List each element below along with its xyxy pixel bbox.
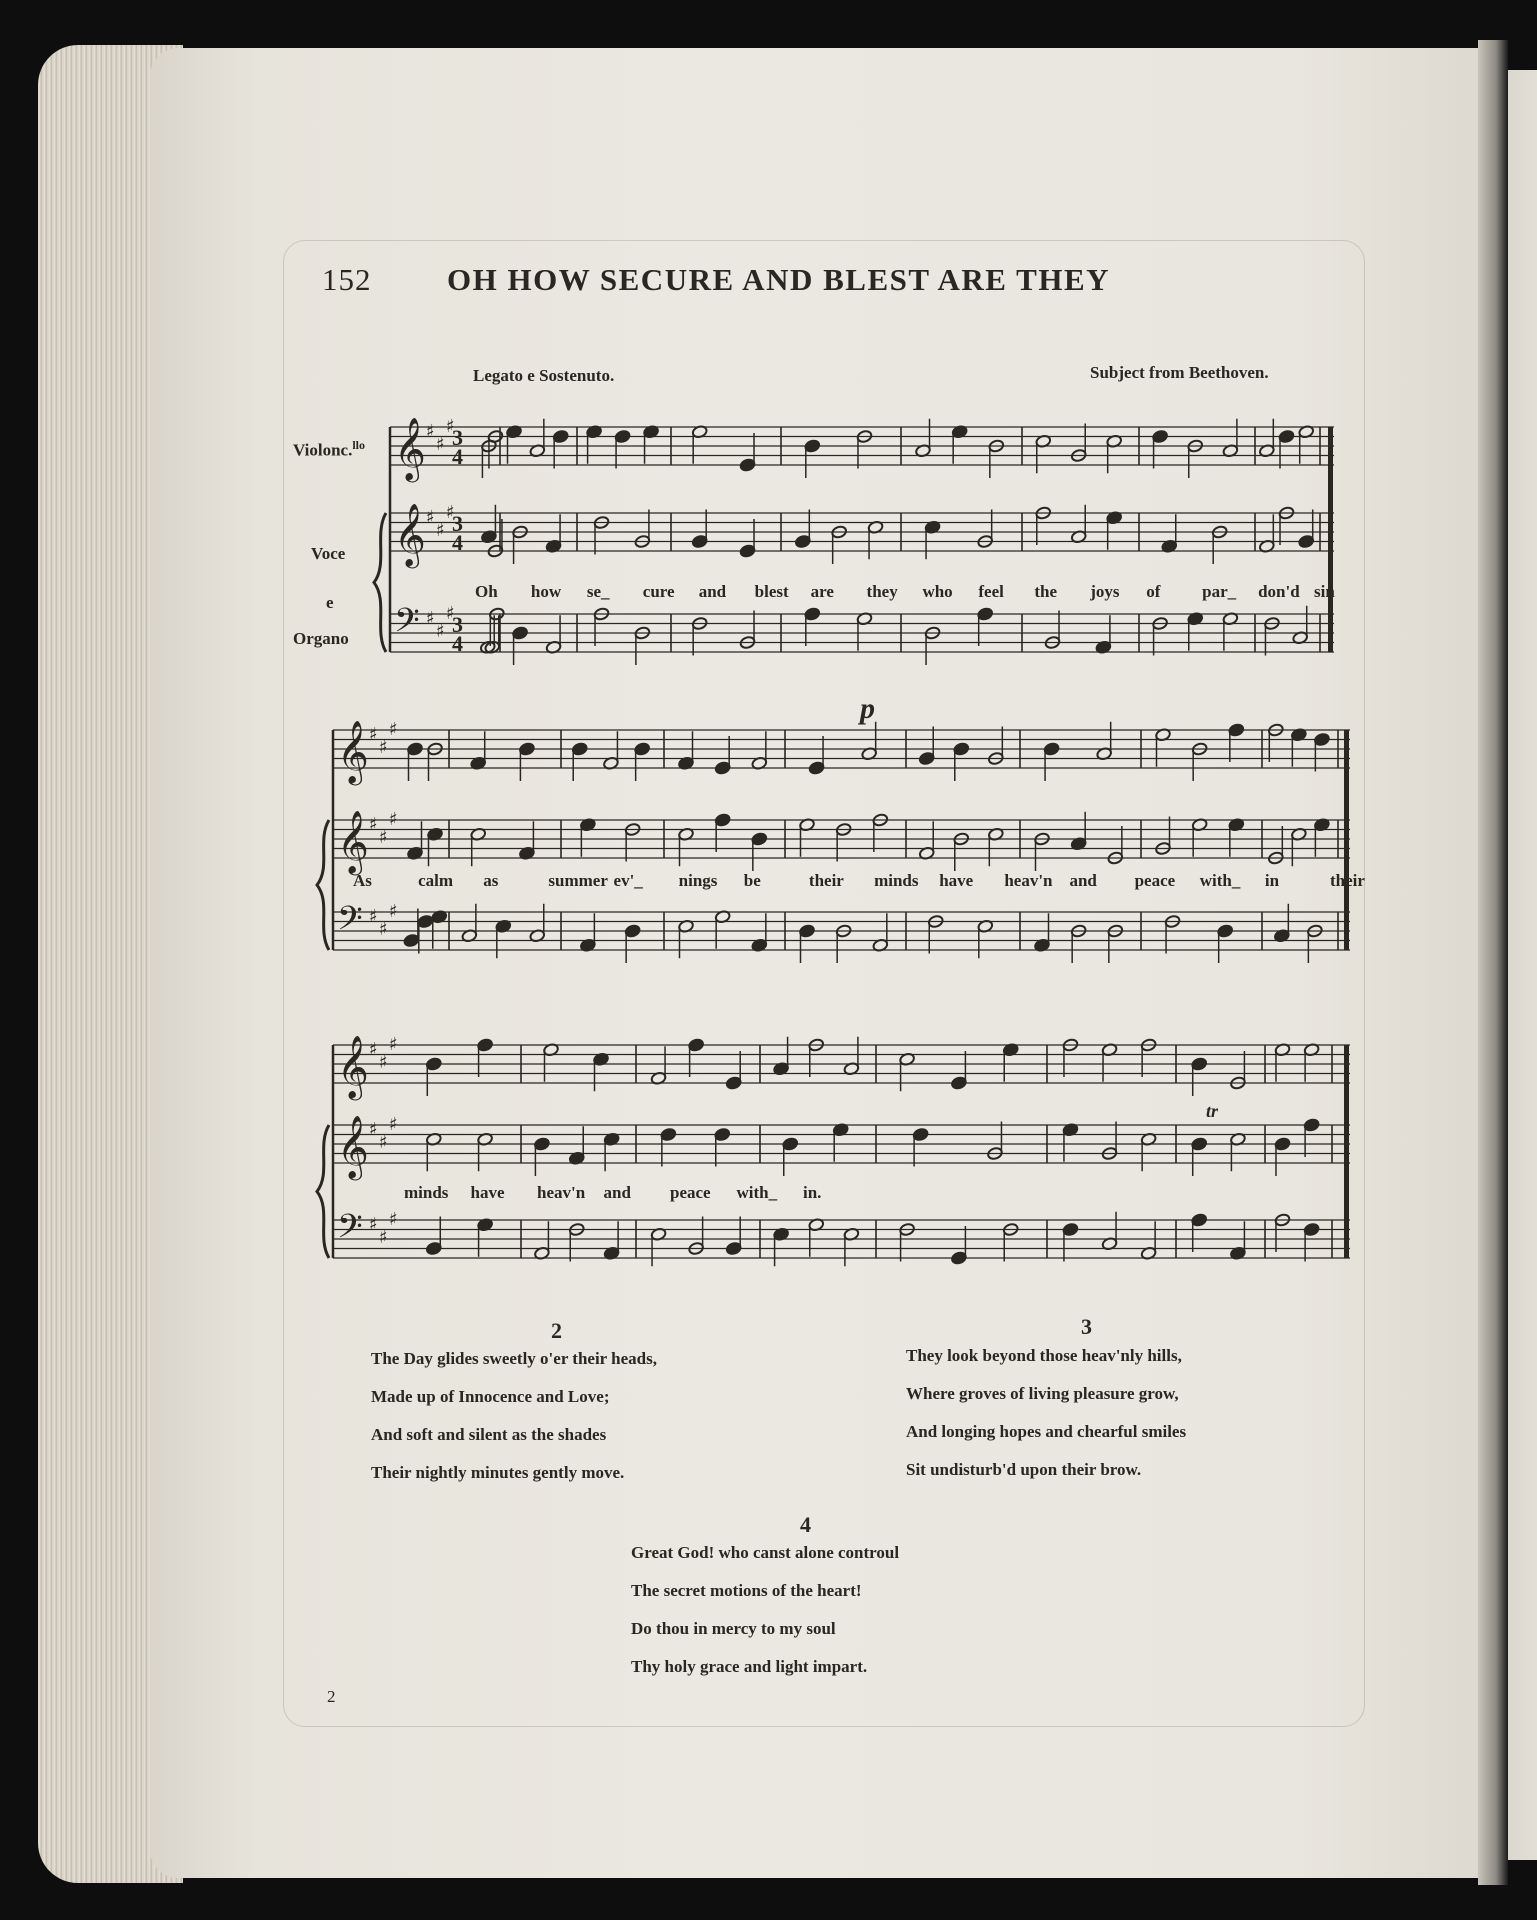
song-title: OH HOW SECURE AND BLEST ARE THEY — [447, 262, 1111, 297]
treble-clef-icon: 𝄞 — [394, 503, 426, 566]
lyric-syllable: par_ — [1202, 582, 1237, 601]
composer-attribution: Subject from Beethoven. — [1090, 363, 1269, 382]
trill-mark: tr — [1206, 1101, 1219, 1121]
final-barline — [1344, 730, 1349, 950]
lyric-syllable: feel — [978, 582, 1004, 601]
time-signature-top: 3 — [452, 511, 463, 536]
lyric-syllable: and — [603, 1183, 631, 1202]
sharp-icon: ♯ — [389, 809, 398, 830]
verse-number-4: 4 — [800, 1512, 811, 1537]
lyric-syllable: don'd — [1258, 582, 1300, 601]
lyric-syllable: are — [810, 582, 834, 601]
treble-clef-icon: 𝄞 — [394, 417, 426, 480]
verse-number-2: 2 — [551, 1318, 562, 1343]
sharp-icon: ♯ — [379, 1227, 388, 1248]
lyric-syllable: summer — [548, 871, 608, 890]
lyric-syllable: heav'n — [1004, 871, 1053, 890]
lyric-syllable: joys — [1090, 582, 1120, 601]
treble-clef-icon: 𝄞 — [337, 1035, 369, 1098]
verse-line: And longing hopes and chearful smiles — [906, 1422, 1187, 1441]
lyric-syllable: minds — [874, 871, 919, 890]
sharp-icon: ♯ — [389, 1209, 398, 1230]
treble-clef-icon: 𝄞 — [337, 810, 369, 873]
lyric-syllable: and — [1069, 871, 1097, 890]
verse-line: The secret motions of the heart! — [631, 1581, 862, 1600]
lyric-syllable: the — [1034, 582, 1058, 601]
sharp-icon: ♯ — [379, 1052, 388, 1073]
lyric-syllable: how — [530, 582, 562, 601]
treble-clef-icon: 𝄞 — [337, 720, 369, 783]
lyric-syllable: have — [470, 1183, 505, 1202]
signature-mark: 2 — [327, 1687, 336, 1706]
sharp-icon: ♯ — [389, 1034, 398, 1055]
lyric-syllable: their — [808, 871, 844, 890]
verse-2 — [371, 1340, 657, 1492]
time-signature-top: 3 — [452, 425, 463, 450]
sharp-icon: ♯ — [379, 737, 388, 758]
sharp-icon: ♯ — [436, 434, 445, 455]
instrument-label-conj: e — [326, 593, 334, 612]
verse-line: Where groves of living pleasure grow, — [906, 1384, 1179, 1403]
verse-line: Great God! who canst alone controul — [631, 1543, 900, 1562]
sharp-icon: ♯ — [369, 1119, 378, 1140]
brace-icon — [317, 820, 329, 950]
instrument-label-organ: Organo — [293, 629, 349, 648]
lyric-syllable: As — [353, 871, 372, 890]
page-number: 152 — [322, 262, 372, 297]
time-signature-bottom: 4 — [452, 444, 463, 469]
tempo-marking: Legato e Sostenuto. — [473, 366, 615, 385]
verse-line: And soft and silent as the shades — [371, 1425, 607, 1444]
lyric-syllable: who — [922, 582, 953, 601]
verse-line: Thy holy grace and light impart. — [631, 1657, 868, 1676]
lyric-syllable: peace — [1134, 871, 1176, 890]
lyric-syllable: ev'_ — [613, 871, 643, 890]
lyric-syllable: minds — [404, 1183, 449, 1202]
dynamic-piano: p — [860, 692, 875, 725]
lyric-syllable: Oh — [475, 582, 498, 601]
lyric-syllable: sin — [1314, 582, 1335, 601]
lyric-syllable: in — [1264, 871, 1280, 890]
sharp-icon: ♯ — [369, 1214, 378, 1235]
sharp-icon: ♯ — [379, 827, 388, 848]
brace-icon — [317, 1125, 329, 1258]
sharp-icon: ♯ — [446, 502, 455, 523]
verse-line: The Day glides sweetly o'er their heads, — [371, 1349, 657, 1368]
sharp-icon: ♯ — [446, 416, 455, 437]
lyric-syllable: with_ — [1199, 871, 1241, 890]
lyric-syllable: calm — [418, 871, 454, 890]
sharp-icon: ♯ — [446, 603, 455, 624]
lyric-syllable: as — [483, 871, 499, 890]
sharp-icon: ♯ — [369, 906, 378, 927]
lyric-syllable: of — [1146, 582, 1161, 601]
lyric-syllable: in. — [803, 1183, 822, 1202]
instrument-label-cello: Violonc.$^{llo}$ — [293, 438, 366, 460]
lyric-syllable: have — [939, 871, 974, 890]
lyric-syllable: blest — [754, 582, 789, 601]
lyric-syllable: peace — [670, 1183, 711, 1202]
verse-line: They look beyond those heav'nly hills, — [906, 1346, 1182, 1365]
lyric-syllable: be — [743, 871, 761, 890]
sharp-icon: ♯ — [389, 1114, 398, 1135]
bass-clef-icon: 𝄢 — [394, 602, 420, 648]
verse-line: Sit undisturb'd upon their brow. — [906, 1460, 1142, 1479]
verse-4 — [631, 1534, 899, 1686]
verse-line: Their nightly minutes gently move. — [371, 1463, 625, 1482]
time-signature-top: 3 — [452, 612, 463, 637]
verse-3 — [906, 1337, 1186, 1489]
sharp-icon: ♯ — [369, 724, 378, 745]
lyric-syllable: cure — [642, 582, 675, 601]
sharp-icon: ♯ — [436, 520, 445, 541]
instrument-label-voice: Voce — [311, 544, 346, 563]
sharp-icon: ♯ — [369, 1039, 378, 1060]
final-barline — [1328, 427, 1333, 652]
lyric-syllable: heav'n — [537, 1183, 586, 1202]
bass-clef-icon: 𝄢 — [337, 1208, 363, 1254]
sharp-icon: ♯ — [389, 901, 398, 922]
sharp-icon: ♯ — [426, 421, 435, 442]
sharp-icon: ♯ — [369, 814, 378, 835]
verse-line: Do thou in mercy to my soul — [631, 1619, 836, 1638]
sharp-icon: ♯ — [379, 1132, 388, 1153]
lyric-syllable: they — [866, 582, 898, 601]
bass-clef-icon: 𝄢 — [337, 900, 363, 946]
time-signature-bottom: 4 — [452, 530, 463, 555]
lyric-syllable: with_ — [736, 1183, 778, 1202]
lyric-syllable: se_ — [586, 582, 610, 601]
sharp-icon: ♯ — [379, 919, 388, 940]
brace-icon — [374, 513, 386, 652]
verse-line: Made up of Innocence and Love; — [371, 1387, 610, 1406]
sharp-icon: ♯ — [436, 621, 445, 642]
time-signature-bottom: 4 — [452, 631, 463, 656]
sharp-icon: ♯ — [426, 608, 435, 629]
lyric-syllable: and — [698, 582, 727, 601]
lyric-syllable: nings — [678, 871, 718, 890]
sharp-icon: ♯ — [389, 719, 398, 740]
verse-number-3: 3 — [1081, 1314, 1092, 1339]
treble-clef-icon: 𝄞 — [337, 1115, 369, 1178]
final-barline — [1344, 1045, 1349, 1258]
sharp-icon: ♯ — [426, 507, 435, 528]
lyric-syllable: their — [1330, 871, 1365, 890]
